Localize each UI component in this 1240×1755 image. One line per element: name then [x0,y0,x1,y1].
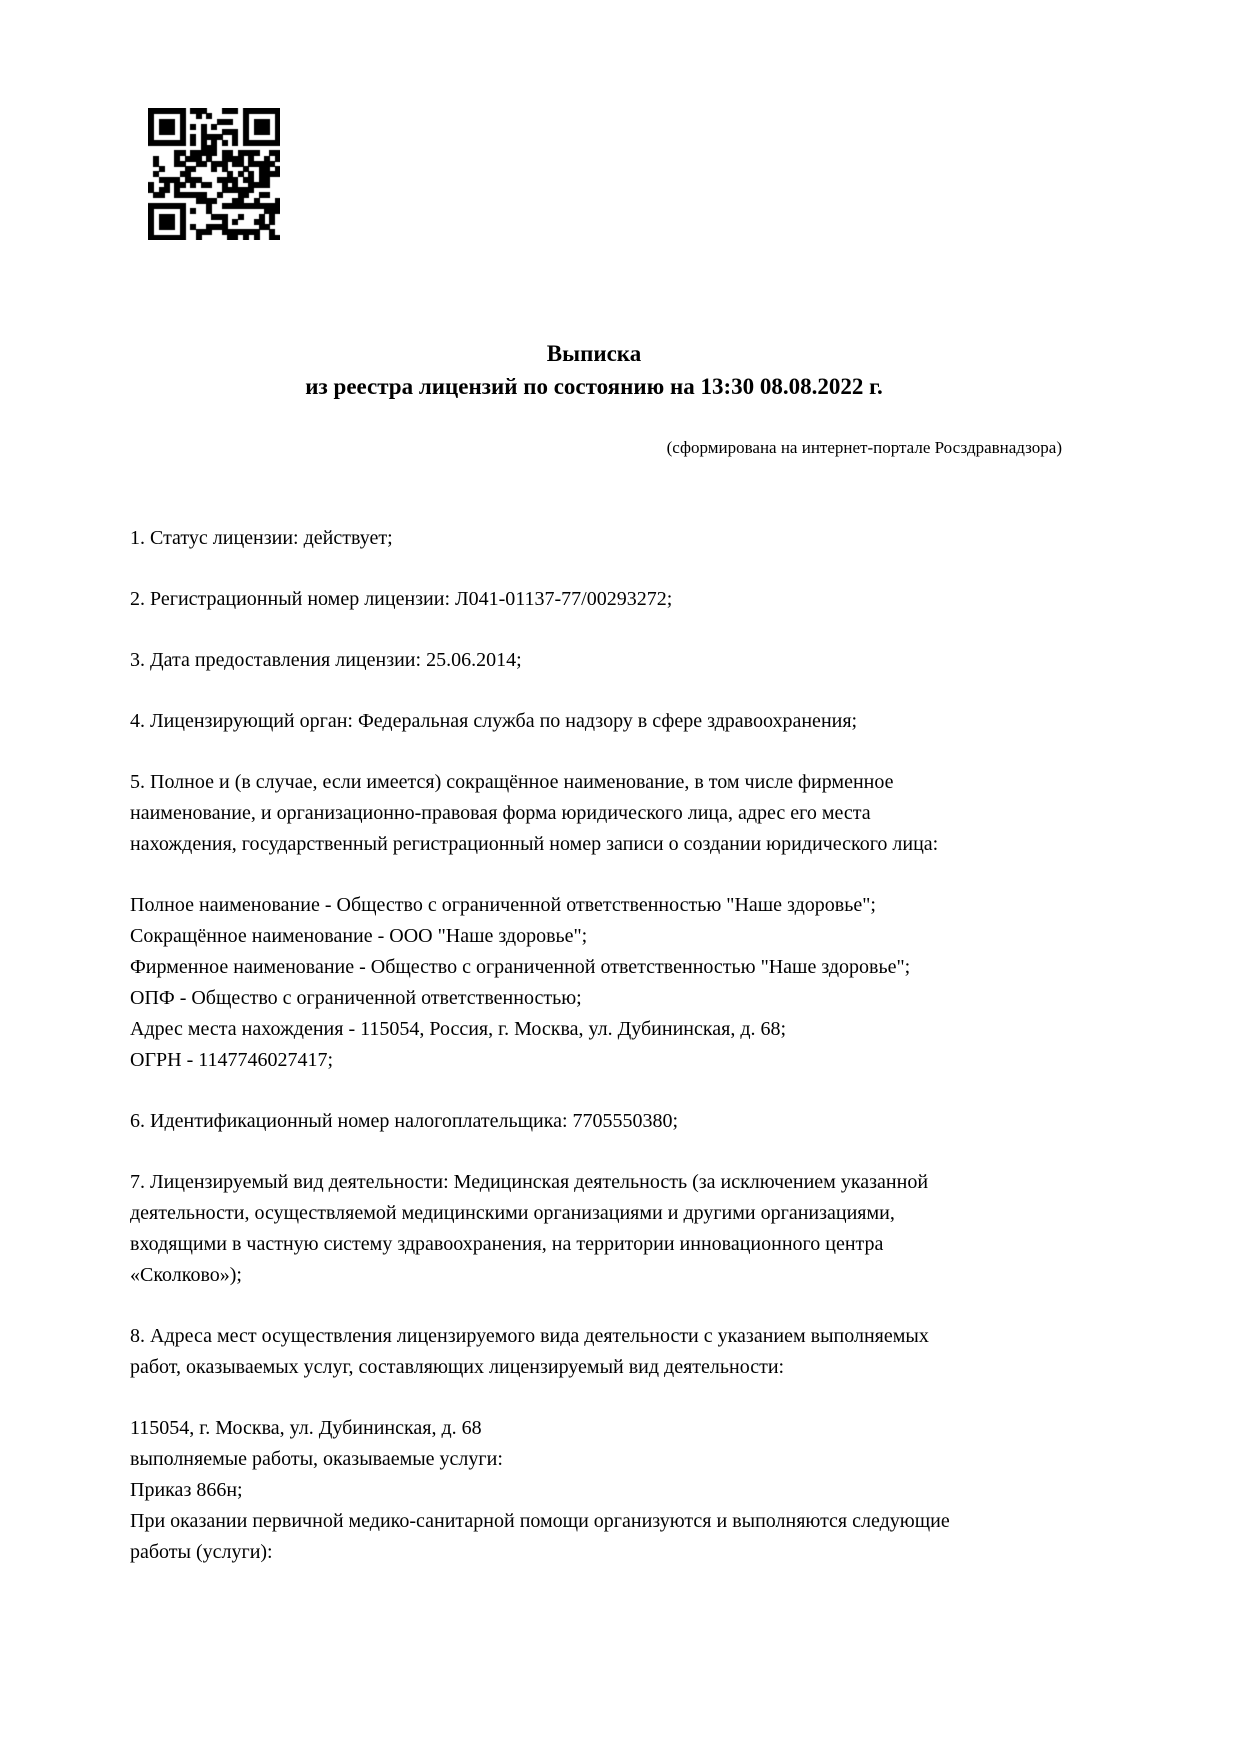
paragraph [130,1106,1110,1137]
paragraph-line: Полное наименование - Общество с ограниченной ответственностью "Наше здоровье"; [130,894,876,916]
paragraph-line: Приказ 866н; [130,1479,243,1501]
document-body [130,523,1110,1568]
paragraph-line: работ, оказываемых услуг, составляющих лицензируемый вид деятельности: [130,1356,785,1378]
paragraph-line: 7. Лицензируемый вид деятельности: Медицинская деятельность (за исключением указанной [130,1171,929,1193]
paragraph [130,584,1110,615]
paragraph [130,523,1110,554]
paragraph-line: Фирменное наименование - Общество с ограниченной ответственностью "Наше здоровье"; [130,956,911,978]
paragraph [130,1167,1110,1291]
qr-code-icon [148,108,280,240]
paragraph-line: работы (услуги): [130,1541,273,1563]
title-line-1: Выписка [546,341,642,366]
paragraph-line: 2. Регистрационный номер лицензии: Л041-01137-77/00293272; [130,588,673,610]
paragraph-line: наименование, и организационно-правовая форма юридического лица, адрес его места [130,802,871,824]
paragraph-line: ОПФ - Общество с ограниченной ответственностью; [130,987,582,1009]
paragraph-line: «Сколково»); [130,1264,242,1286]
document-subtitle: (сформирована на интернет-портале Росздравнадзора) [666,438,1062,457]
paragraph-line: Адрес места нахождения - 115054, Россия, г. Москва, ул. Дубининская, д. 68; [130,1018,787,1040]
paragraph-line: 1. Статус лицензии: действует; [130,527,393,549]
title-line-2: из реестра лицензий по состоянию на 13:30 08.08.2022 г. [305,374,883,399]
paragraph-line: нахождения, государственный регистрационный номер записи о создании юридического лица: [130,833,939,855]
paragraph-line: 8. Адреса мест осуществления лицензируемого вида деятельности с указанием выполняемых [130,1325,929,1347]
paragraph-line: 5. Полное и (в случае, если имеется) сокращённое наименование, в том числе фирменное [130,771,894,793]
paragraph-line: входящими в частную систему здравоохранения, на территории инновационного центра [130,1233,884,1255]
paragraph [130,1413,1110,1568]
paragraph [130,890,1110,1076]
paragraph [130,1321,1110,1383]
paragraph [130,645,1110,676]
document-title [104,337,1084,403]
paragraph-line: При оказании первичной медико-санитарной помощи организуются и выполняются следующие [130,1510,950,1532]
paragraph-line: Сокращённое наименование - ООО "Наше здоровье"; [130,925,588,947]
paragraph [130,767,1110,860]
paragraph-line: деятельности, осуществляемой медицинскими организациями и другими организациями, [130,1202,895,1224]
paragraph-line: 3. Дата предоставления лицензии: 25.06.2014; [130,649,522,671]
paragraph-line: ОГРН - 1147746027417; [130,1049,334,1071]
paragraph-line: выполняемые работы, оказываемые услуги: [130,1448,503,1470]
paragraph-line: 4. Лицензирующий орган: Федеральная служба по надзору в сфере здравоохранения; [130,710,858,732]
paragraph-line: 6. Идентификационный номер налогоплательщика: 7705550380; [130,1110,679,1132]
paragraph [130,706,1110,737]
paragraph-line: 115054, г. Москва, ул. Дубининская, д. 68 [130,1417,482,1439]
